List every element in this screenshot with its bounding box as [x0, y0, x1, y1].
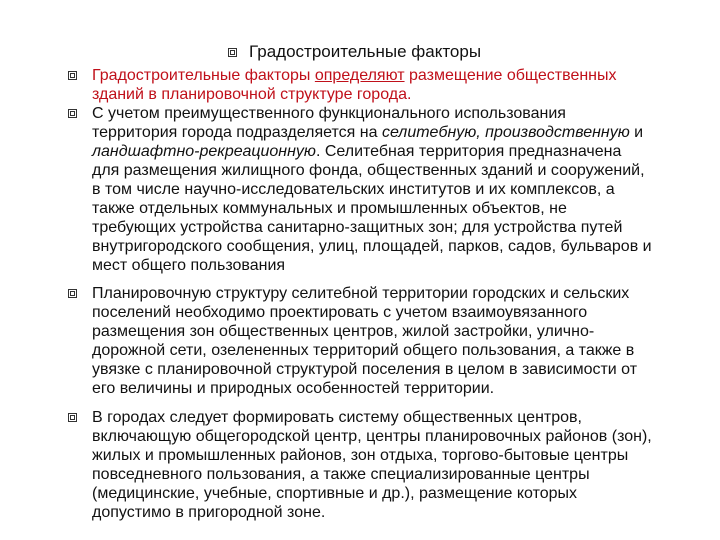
item-text-part: В городах следует формировать систему общественных центров, включающую общегородской центр, центры планировочных районов (зон), жилых и промышленных районов, зон отдыха, торгово-бытовые центры повседневного пользования, а также специализированные центры (медицинские, учебные, спортивные и др.), размещение которых допустимо в пригородной зоне. — [92, 409, 652, 521]
item-text-part: селитебную, производственную — [381, 124, 630, 141]
item-text — [92, 66, 652, 104]
item-text — [92, 408, 652, 522]
item-text-part: . Селитебная территория предназначена для размещения жилищного фонда, общественных зданий и сооружений, в том числе научно-исследовательских институтов и их комплексов, а также отдельных коммунальных и промышленных объектов, не требующих устройства санитарно-защитных зон; для устройства путей внутригородского сообщения, улиц, площадей, парков, садов, бульваров и мест общего пользования — [92, 143, 652, 274]
item-text-part: определяют — [314, 67, 405, 84]
bullet-box-icon — [68, 413, 77, 422]
bullet-box-icon — [228, 48, 237, 57]
item-text-part: ландшафтно-рекреационную — [92, 143, 316, 160]
item-text-part: и — [629, 124, 644, 141]
item-text-part: Градостроительные факторы — [92, 67, 315, 84]
item-text — [92, 104, 652, 275]
slide-title-row — [228, 42, 481, 62]
item-text-part: С учетом преимущественного функционального использования территория города подразделяется на — [92, 105, 566, 141]
item-text-part: Планировочную структуру селитебной территории городских и сельских поселений необходимо проектировать с учетом взаимоувязанного размещения зон общественных центров, жилой застройки, улично-дорожной сети, озелененных территорий общего пользования, а также в увязке с планировочной структурой поселения в целом в зависимости от его величины и природных особенностей территории. — [92, 285, 638, 397]
item-text — [92, 284, 652, 398]
bullet-box-icon — [68, 71, 77, 80]
slide-title: Градостроительные факторы — [249, 42, 482, 61]
bullet-box-icon — [68, 289, 77, 298]
item-text-part: размещение общественных зданий в планировочной структуре города. — [92, 67, 617, 103]
bullet-box-icon — [68, 109, 77, 118]
